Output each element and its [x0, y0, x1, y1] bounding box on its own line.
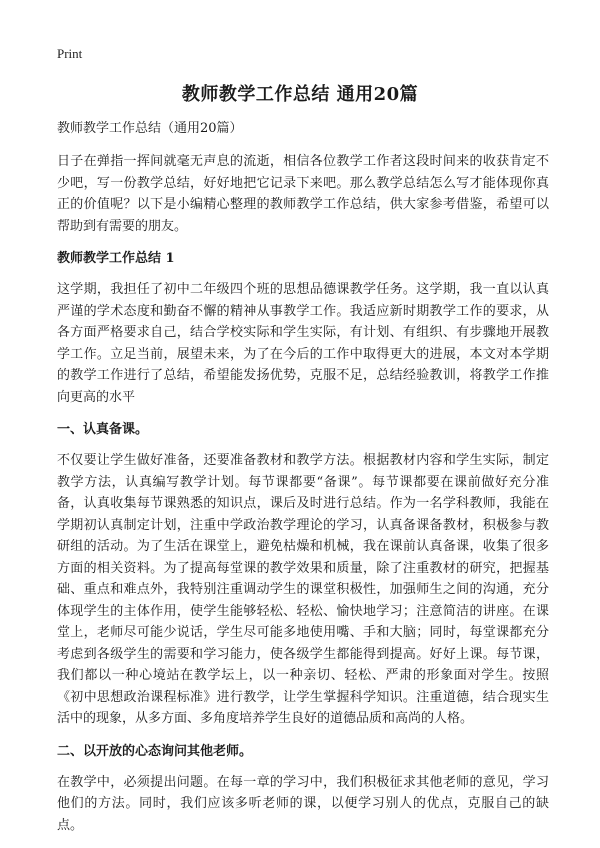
- page-title: 教师教学工作总结 通用20篇: [181, 84, 419, 105]
- part-1-paragraph: 不仅要让学生做好准备，还要准备教材和教学方法。根据教材内容和学生实际，制定教学方法，认真编写教学计划。每节课都要“备课”。每节课都要在课前做好充分准备，认真收集每节课熟悉的知识点，课后及时进行总结。作为一名学科教师，我能在学期初认真制定计划，注重中学政治教学理论的学习，认真备课备教材，积极参与教研组的活动。为了生活在课堂上，避免枯燥和机械，我在课前认真备课，收集了很多方面的相关资料。为了提高每堂课的教学效果和质量，除了注重教材的研究，把握基础、重点和难点外，我特别注重调动学生的课堂积极性，加强师生之间的沟通，充分体现学生的主体作用，使学生能够轻松、轻松、愉快地学习；注意简洁的讲座。在课堂上，老师尽可能少说话，学生尽可能多地使用嘴、手和大脑；同时，每堂课都充分考虑到各级学生的需要和学习能力，使各级学生都能得到提高。好好上课。每节课，我们都以一种心境站在教学坛上，以一种亲切、轻松、严肃的形象面对学生。按照《初中思想政治课程标准》进行教学，让学生掌握科学知识。注重道德，结合现实生活中的现象，从多方面、多角度培养学生良好的道德品质和高尚的人格。: [57, 453, 549, 726]
- print-link[interactable]: Print: [57, 46, 83, 61]
- part-2-heading: 二、以开放的心态询问其他老师。: [57, 743, 253, 759]
- section-1-paragraph: 这学期，我担任了初中二年级四个班的思想品德课教学任务。这学期，我一直以认真严谨的学术态度和勤奋不懈的精神从事教学工作。我适应新时期教学工作的要求，从各方面严格要求自己，结合学校实际和学生实际，有计划、有组织、有步骤地开展教学工作。立足当前，展望未来，为了在今后的工作中取得更大的进展，本文对本学期的教学工作进行了总结，希望能发扬优势，克服不足，总结经验教训，将教学工作推向更高的水平: [57, 282, 549, 405]
- article-body: [57, 120, 549, 848]
- intro-paragraph: 日子在弹指一挥间就毫无声息的流逝，相信各位教学工作者这段时间来的收获肯定不少吧，写一份教学总结，好好地把它记录下来吧。那么教学总结怎么写才能体现你真正的价值呢？以下是小编精心整理的教师教学工作总结，供大家参考借鉴，希望可以帮助到有需要的朋友。: [57, 154, 549, 234]
- part-1-heading: 一、认真备课。: [57, 422, 149, 437]
- article-subtitle: 教师教学工作总结（通用20篇）: [57, 121, 243, 136]
- section-1-heading: 教师教学工作总结 1: [57, 251, 175, 266]
- part-2-paragraph: 在教学中，必须提出问题。在每一章的学习中，我们积极征求其他老师的意见，学习他们的方法。同时，我们应该多听老师的课，以便学习别人的优点，克服自己的缺点。: [57, 774, 549, 833]
